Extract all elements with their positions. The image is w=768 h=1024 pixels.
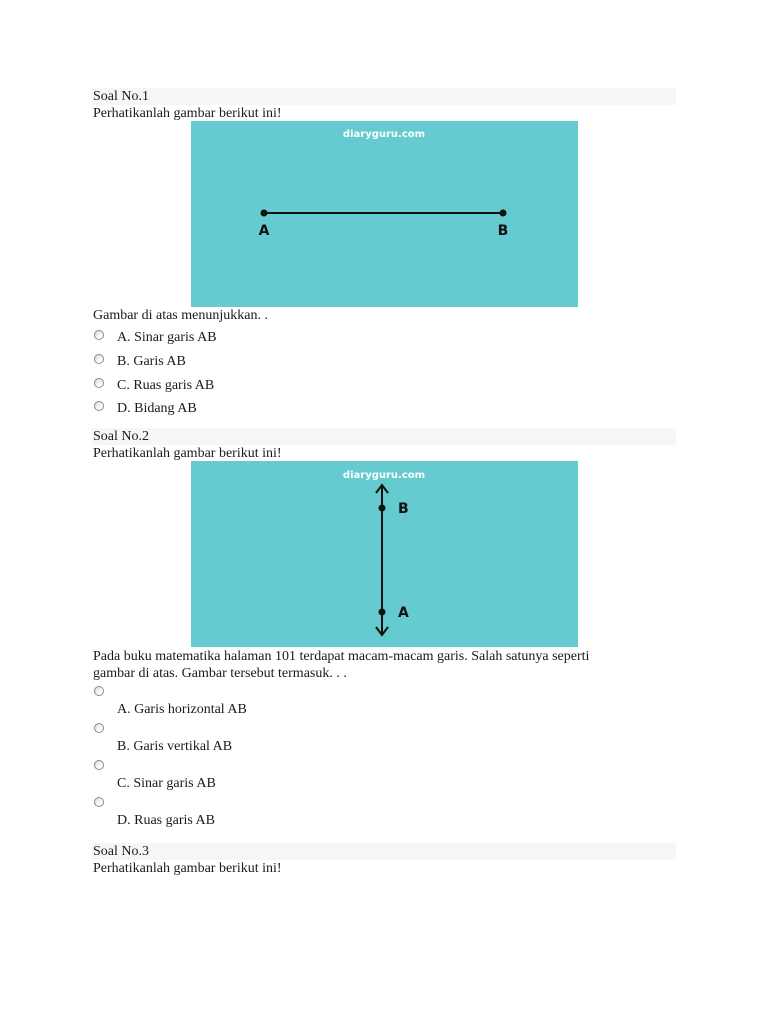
radio-button[interactable] [94, 401, 104, 411]
radio-button[interactable] [94, 378, 104, 388]
figure-watermark: diaryguru.com [342, 470, 426, 481]
option-label: B. Garis vertikal AB [117, 739, 233, 754]
option-label: D. Bidang AB [117, 401, 197, 416]
question-1-number: Soal No.1 [93, 89, 149, 104]
option-label: D. Ruas garis AB [117, 813, 215, 828]
radio-button[interactable] [94, 797, 104, 807]
question-1-instruction: Perhatikanlah gambar berikut ini! [93, 106, 282, 121]
question-2-instruction: Perhatikanlah gambar berikut ini! [93, 446, 282, 461]
radio-button[interactable] [94, 723, 104, 733]
point-b-dot [379, 505, 386, 512]
point-a-dot [379, 609, 386, 616]
question-1-header [92, 88, 676, 105]
question-2-number: Soal No.2 [93, 429, 149, 444]
ray-diagram [191, 461, 578, 647]
option-label: A. Garis horizontal AB [117, 702, 247, 717]
question-1-figure [191, 121, 578, 307]
radio-button[interactable] [94, 760, 104, 770]
radio-button[interactable] [94, 330, 104, 340]
point-b-label: B [497, 223, 509, 239]
question-1-text: Gambar di atas menunjukkan. . [93, 308, 268, 323]
question-2-header [92, 428, 676, 445]
figure-watermark: diaryguru.com [342, 129, 426, 140]
point-b-dot [500, 210, 507, 217]
question-3-header [92, 843, 676, 860]
line-segment-diagram [191, 121, 578, 307]
question-2-figure [191, 461, 578, 647]
radio-button[interactable] [94, 686, 104, 696]
option-label: A. Sinar garis AB [117, 330, 217, 345]
point-a-dot [261, 210, 268, 217]
point-a-label: A [398, 605, 409, 621]
point-a-label: A [258, 223, 270, 239]
point-b-label: B [398, 501, 409, 517]
question-3-number: Soal No.3 [93, 844, 149, 859]
option-label: C. Ruas garis AB [117, 378, 215, 393]
option-label: C. Sinar garis AB [117, 776, 216, 791]
question-2-text-line-1: Pada buku matematika halaman 101 terdapat macam-macam garis. Salah satunya seperti [93, 649, 590, 664]
question-3-instruction: Perhatikanlah gambar berikut ini! [93, 861, 282, 876]
option-label: B. Garis AB [117, 354, 186, 369]
radio-button[interactable] [94, 354, 104, 364]
question-2-text-line-2: gambar di atas. Gambar tersebut termasuk. . . [93, 666, 347, 681]
